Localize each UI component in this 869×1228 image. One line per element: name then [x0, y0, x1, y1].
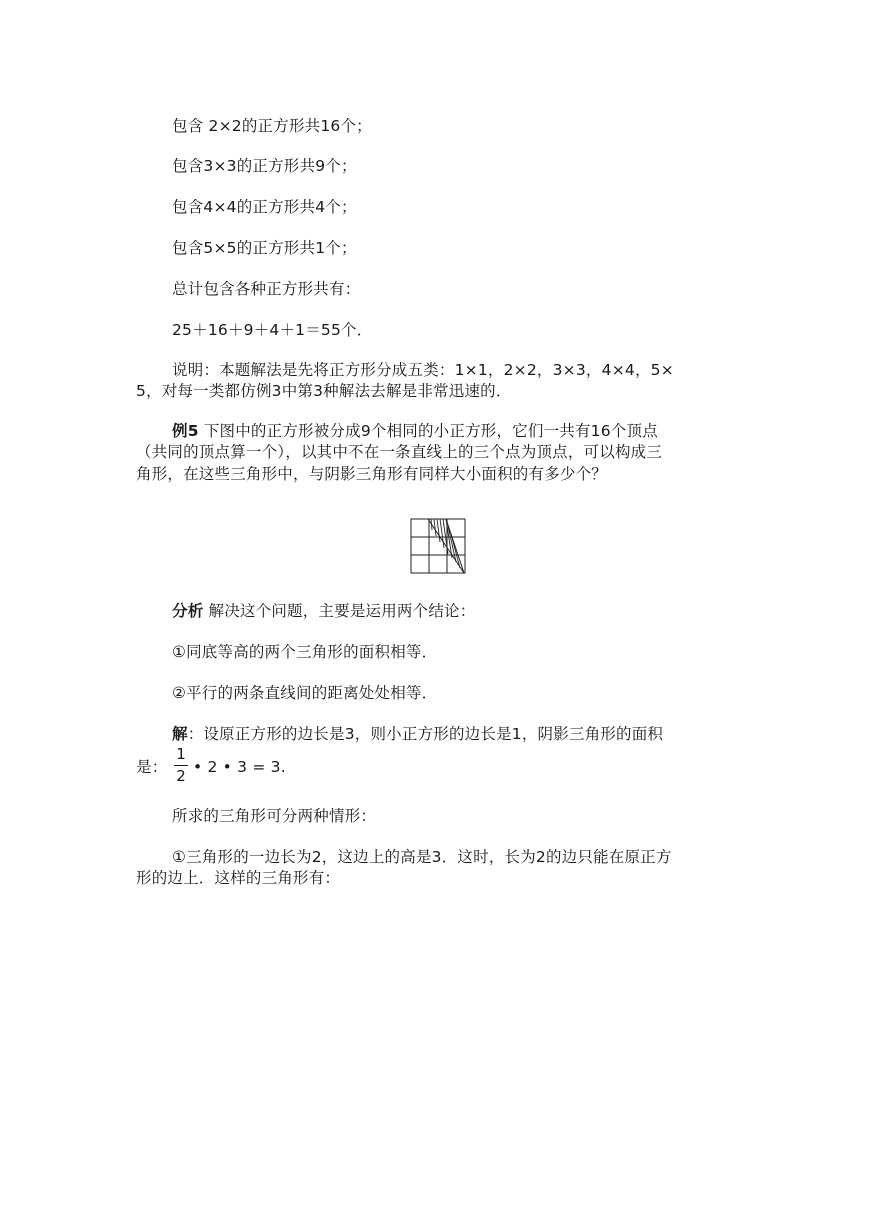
- solution-text-1: ：设原正方形的边长是3，则小正方形的边长是1，阴影三角形的面积: [187, 725, 664, 743]
- cases-intro: 所求的三角形可分两种情形：: [172, 807, 377, 825]
- solution-label: 解: [172, 725, 188, 743]
- note-line-2: 5，对每一类都仿例3中第3种解法去解是非常迅速的．: [136, 382, 512, 400]
- example-line-3: 角形，在这些三角形中，与阴影三角形有同样大小面积的有多少个？: [136, 465, 608, 483]
- analysis-text: 解决这个问题，主要是运用两个结论：: [203, 602, 476, 620]
- example-line-1: [172, 421, 658, 441]
- analysis-line: [172, 601, 475, 621]
- solution-prefix: 是：: [136, 758, 168, 776]
- grid-triangle-figure: [410, 518, 466, 574]
- fraction-numerator: 1: [176, 745, 186, 763]
- example-label: 例5: [172, 422, 199, 440]
- text-line-total: 总计包含各种正方形共有：: [172, 280, 361, 298]
- conclusion-1: ①同底等高的两个三角形的面积相等．: [172, 643, 438, 661]
- solution-line-1: [172, 724, 663, 744]
- text-line-2x2: 包含 2×2的正方形共16个；: [172, 117, 372, 135]
- text-line-4x4: 包含4×4的正方形共4个；: [172, 198, 357, 216]
- case-1-line-2: 形的边上．这样的三角形有：: [136, 869, 341, 887]
- analysis-label: 分析: [172, 602, 204, 620]
- conclusion-2: ②平行的两条直线间的距离处处相等．: [172, 684, 438, 702]
- fraction-bar: [174, 765, 188, 766]
- case-1-line-1: ①三角形的一边长为2，这边上的高是3．这时，长为2的边只能在原正方: [172, 848, 672, 866]
- solution-expression: • 2 • 3 = 3.: [193, 758, 286, 776]
- text-line-3x3: 包含3×3的正方形共9个；: [172, 157, 357, 175]
- text-line-sum: 25＋16＋9＋4＋1＝55个．: [172, 321, 373, 339]
- fraction-denominator: 2: [176, 767, 186, 785]
- example-text-1: 下图中的正方形被分成9个相同的小正方形，它们一共有16个顶点: [198, 422, 658, 440]
- note-line-1: 说明：本题解法是先将正方形分成五类：1×1，2×2，3×3，4×4，5×: [172, 361, 674, 379]
- example-line-2: （共同的顶点算一个），以其中不在一条直线上的三个点为顶点，可以构成三: [136, 443, 663, 461]
- text-line-5x5: 包含5×5的正方形共1个；: [172, 239, 357, 257]
- shaded-triangle: [428, 519, 464, 573]
